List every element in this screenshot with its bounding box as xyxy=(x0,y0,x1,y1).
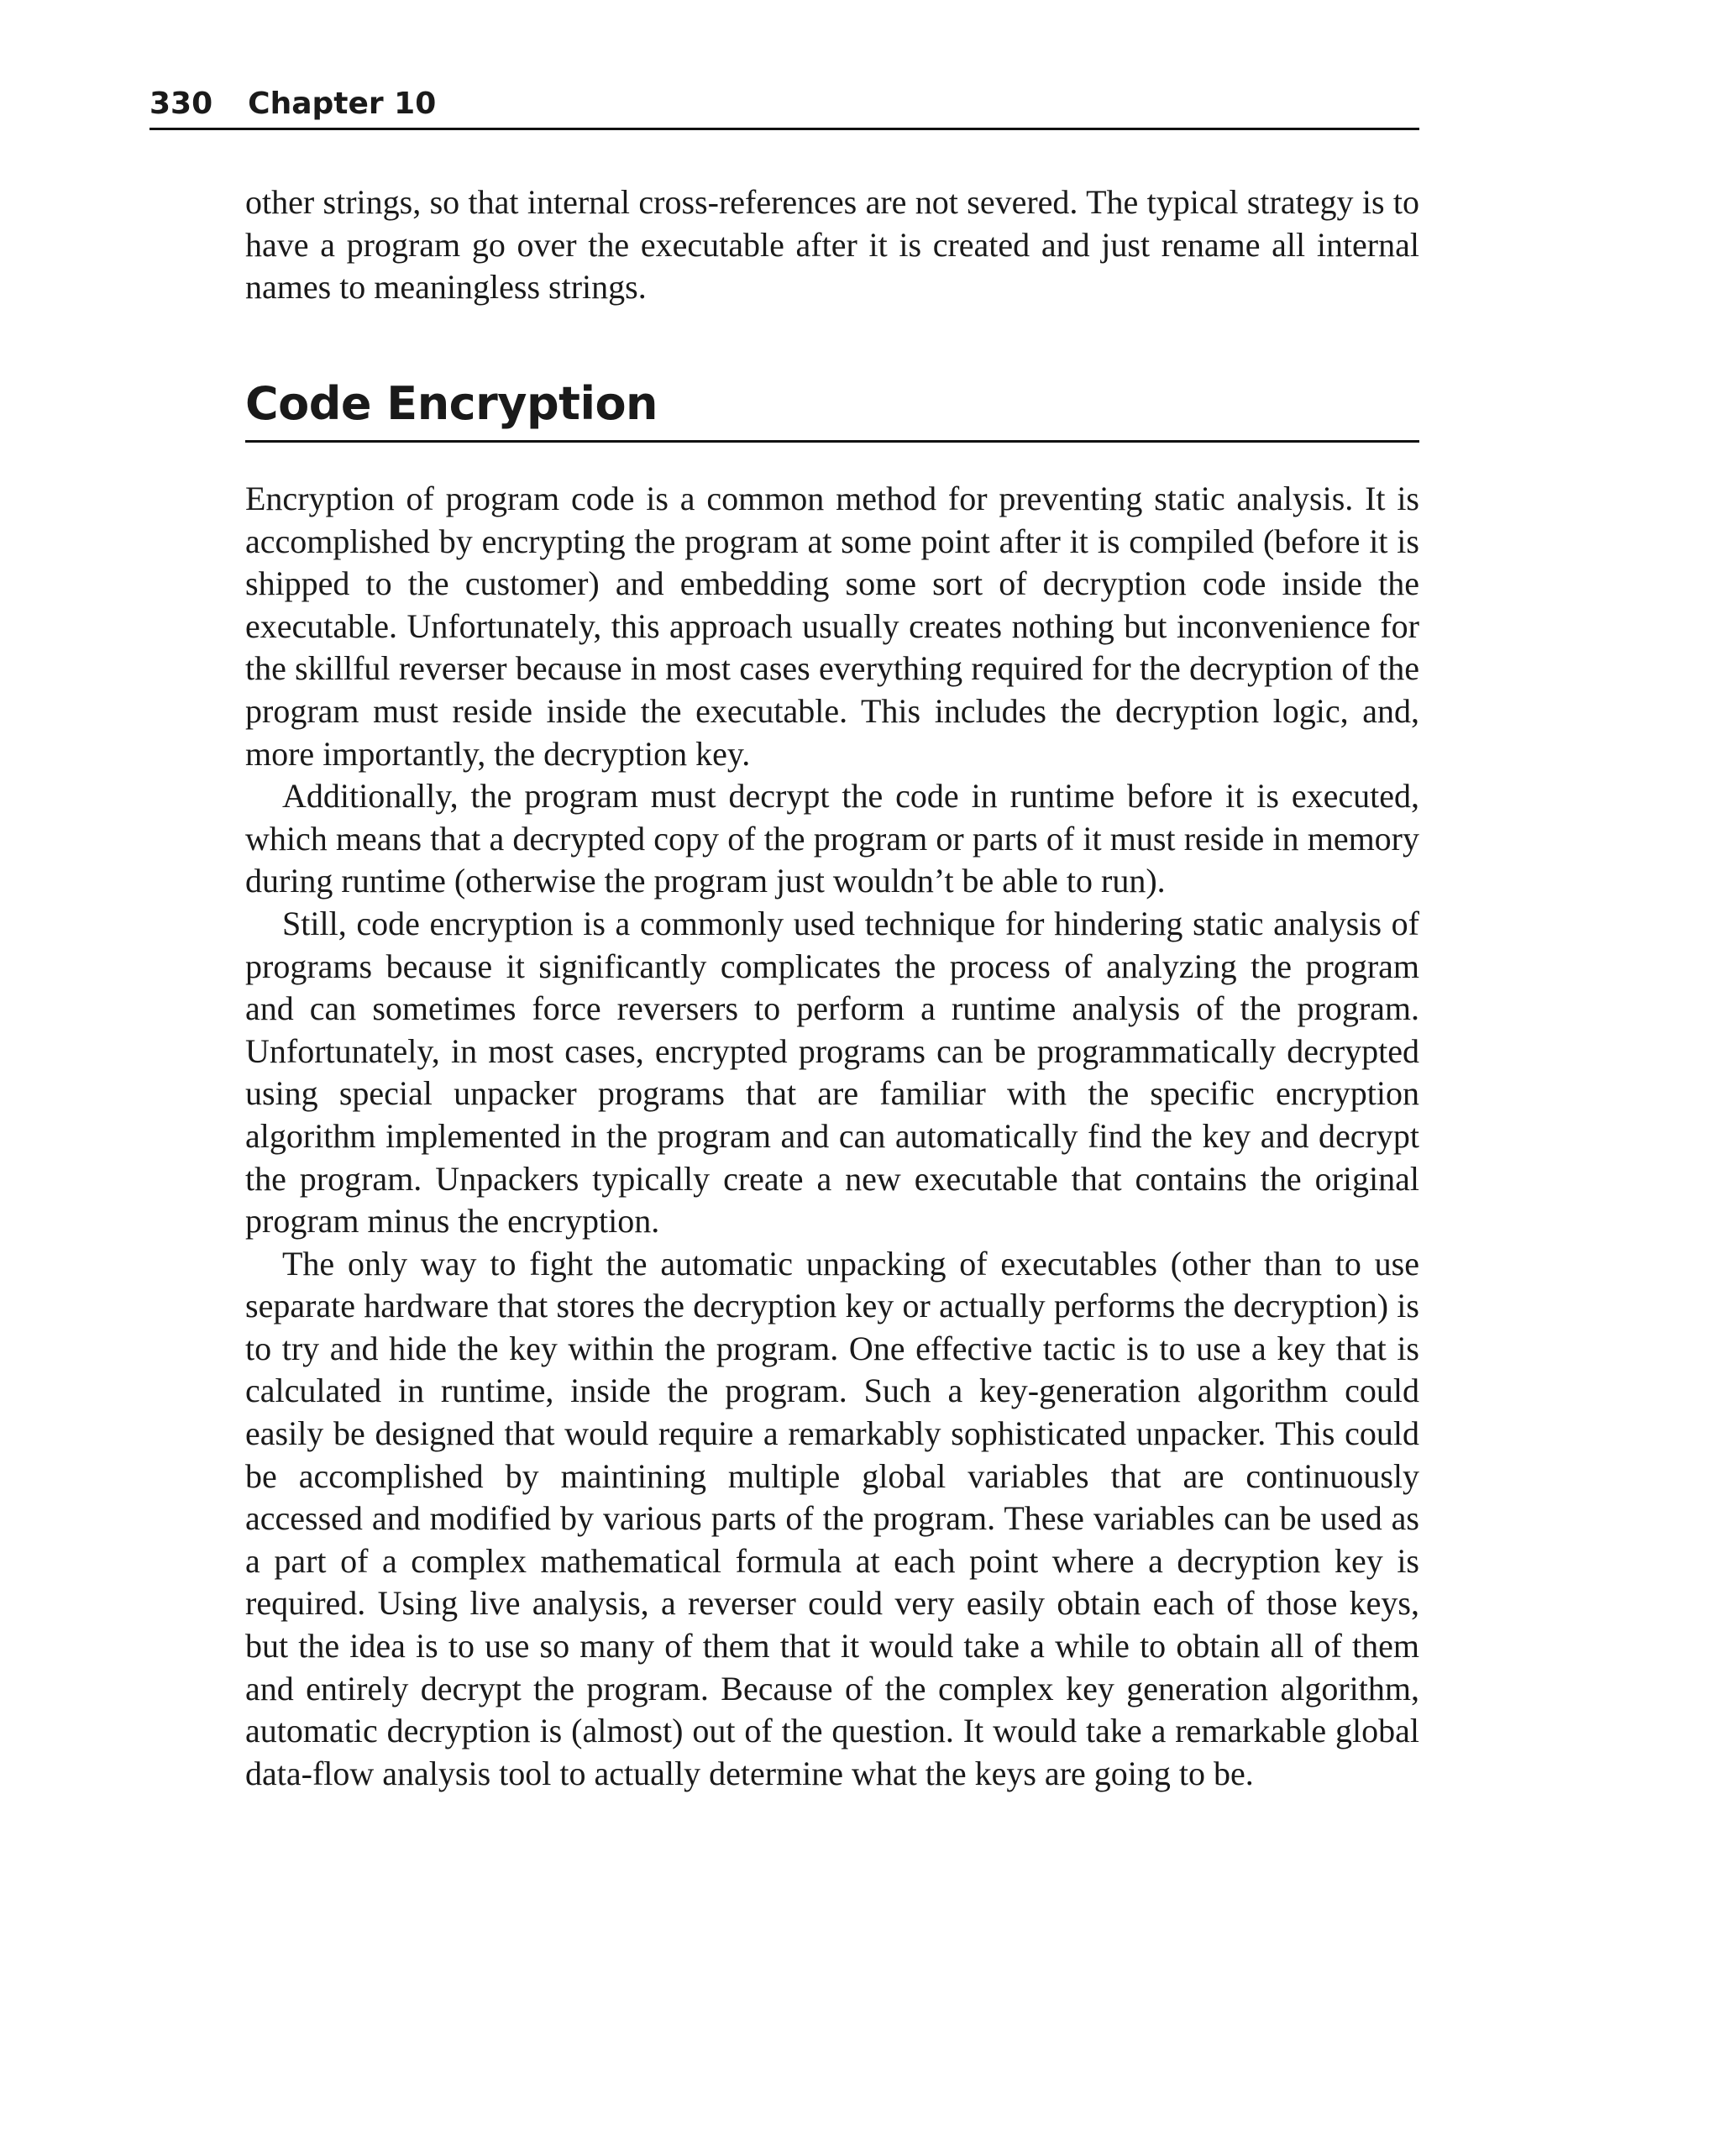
paragraph-1: Encryption of program code is a common method for preventing static analysis. It is accomplished by encrypting the program at some point after it is compiled (before it is shipped to the customer) and embedding some sort of decryption code inside the executable. Unfortunately, this approach usually creates nothing but inconvenience for the skillful reverser because in most cases everything required for the decryption of the program must reside inside the executable. This includes the decryption logic, and, more importantly, the decryption key. xyxy=(245,480,1419,773)
section-title: Code Encryption xyxy=(245,368,1419,443)
paragraph-4: The only way to fight the automatic unpacking of executables (other than to use separate hardware that stores the decryption key or actually performs the decryption) is to try and hide the key within the program. One effective tactic is to use a key that is calculated in runtime, inside the program. Such a key-generation algorithm could easily be designed that would require a remarkably sophisticated unpacker. This could be accomplished by maintining multiple global variables that are continuously accessed and modified by various parts of the program. These variables can be used as a part of a complex mathematical formula at each point where a decryption key is required. Using live analysis, a reverser could very easily obtain each of those keys, but the idea is to use so many of them that it would take a while to obtain all of them and entirely decrypt the program. Because of the complex key generation algorithm, automatic decryption is (almost) out of the question. It would take a remarkable global data-flow analysis tool to actually determine what the keys are going to be. xyxy=(245,1244,1419,1792)
running-header xyxy=(149,81,1419,130)
section-body xyxy=(245,478,1419,1795)
page-number: 330 xyxy=(149,87,213,121)
paragraph-2: Additionally, the program must decrypt the code in runtime before it is executed, which means that a decrypted copy of the program or parts of it must reside in memory during runtime (otherwise the program just wouldn’t be able to run). xyxy=(245,777,1419,900)
paragraph-3: Still, code encryption is a commonly used technique for hindering static analysis of programs because it significantly complicates the process of analyzing the program and can sometimes force reversers to perform a runtime analysis of the program. Unfortunately, in most cases, encrypted programs can be programmatically decrypted using special unpacker programs that are familiar with the specific encryption algorithm implemented in the program and can automatically find the key and decrypt the program. Unpackers typically create a new executable that contains the original program minus the encryption. xyxy=(245,904,1419,1241)
intro-paragraph: other strings, so that internal cross-references are not severed. The typical strategy is to have a program go over the executable after it is created and just rename all internal names to meaningless strings. xyxy=(245,183,1419,307)
chapter-label: Chapter 10 xyxy=(248,87,437,121)
